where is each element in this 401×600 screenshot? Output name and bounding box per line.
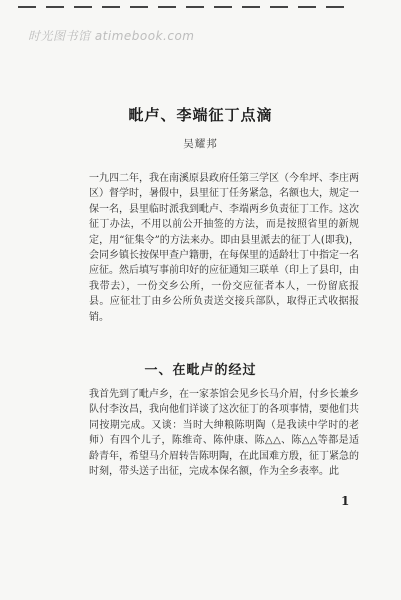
dash: [186, 6, 204, 8]
body-paragraph: 我首先到了毗卢乡，在一家茶馆会见乡长马介眉，付乡长兼乡队付李汝昌，我向他们详谈了这次征丁的各项事情，要他们共同按期完成。又谈：当时大绅粮陈明陶（是我读中学时的老师）有四个儿子，陈维奇、陈仲康、陈△△、陈△△等都是适龄青年，希望马介眉转告陈明陶，在此国难方殷，征丁紧急的时刻，带头送子出征，完成本保名额，作为全乡表率。此: [89, 389, 359, 478]
watermark: 时光图书馆 atimebook.com: [28, 29, 195, 43]
dash: [158, 6, 176, 8]
header-dash-rule: [18, 6, 344, 8]
author-name: 吴耀邦: [183, 138, 218, 150]
page-number: 1: [341, 494, 350, 508]
dash: [130, 6, 148, 8]
page-title: 毗卢、李端征丁点滴: [128, 106, 273, 125]
dash: [242, 6, 260, 8]
dash: [18, 6, 36, 8]
dash: [74, 6, 92, 8]
dash: [214, 6, 232, 8]
dash: [270, 6, 288, 8]
dash: [298, 6, 316, 8]
dash: [46, 6, 64, 8]
body-paragraph: 一九四二年，我在南溪原县政府任第三学区（今牟坪、李庄两区）督学时，暑假中，县里征丁任务紧急，名额也大，规定一保一名，县里临时派我到毗卢、李端两乡负责征丁工作。这次征丁办法，不用以前公开抽签的方法，而是按照省里的新规定，用“征集令”的方法来办。即由县里派去的征丁人(即我)，会同乡镇长按保甲查户籍册，在每保里的适龄壮丁中指定一名应征。然后填写事前印好的应征通知三联单（印上了县印，由我带去），一份交乡公所，一份交应征者本人，一份留底报县。应征壮丁由乡公所负责送交接兵部队，取得正式收据报销。: [89, 173, 359, 323]
section-heading: 一、在毗卢的经过: [144, 362, 257, 378]
dash: [102, 6, 120, 8]
dash: [326, 6, 344, 8]
